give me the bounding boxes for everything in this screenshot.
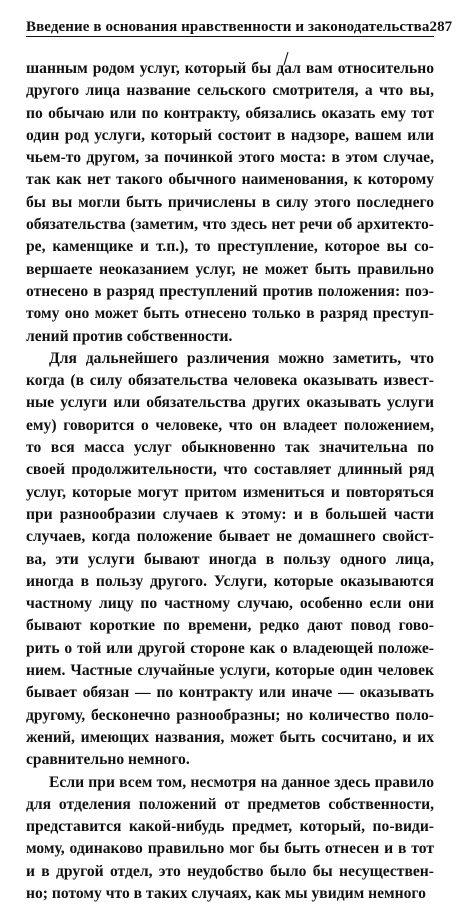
text-line: бывают короткие по времени, редко дают повод гово- — [26, 615, 434, 637]
running-title: Введение в основания нравственности и законодательства — [26, 19, 429, 36]
text-line: услуг, которые могут притом измениться и повторяться — [26, 482, 434, 504]
text-line: случаев, когда положение бывает не домашнего свойст- — [26, 526, 434, 548]
paragraph — [26, 348, 434, 772]
text-line: один род услуги, который состоит в надзоре, вашем или — [26, 125, 434, 147]
text-line: но; потому что в таких случаях, как мы увидим немного — [26, 883, 434, 905]
text-line: и в другой отдел, это неудобство было бы несуществен- — [26, 861, 434, 883]
running-header — [26, 14, 434, 37]
text-line: тому оно может быть отнесено только в разряд преступ- — [26, 303, 434, 325]
text-line: при разнообразии случаев к этому: и в большей части — [26, 504, 434, 526]
text-line: частному лицу по частному случаю, особенно если они — [26, 593, 434, 615]
text-line: вершаете неоказанием услуг, не может быть правильно — [26, 259, 434, 281]
text-line: для отделения положений от предметов собственности, — [26, 794, 434, 816]
text-line: ему) говорится о человеке, что он владеет положением, — [26, 415, 434, 437]
text-line: рить о той или другой стороне как о владеющей положе- — [26, 638, 434, 660]
text-line: мому, одинаково правильно мог бы быть отнесен и в тот — [26, 838, 434, 860]
text-line: отнесено в разряд преступлений против положения: поэ- — [26, 281, 434, 303]
text-line: когда (в силу обязательства человека оказывать извест- — [26, 370, 434, 392]
text-line: нием. Частные случайные услуги, которые один человек — [26, 660, 434, 682]
text-line: другого лица название сельского смотрителя, а что вы, — [26, 80, 434, 102]
paragraph — [26, 58, 434, 348]
text-line: ные услуги или обязательства других оказывать услуги — [26, 392, 434, 414]
text-line: жений, имеющих названия, может быть сосчитано, и их — [26, 727, 434, 749]
paragraph — [26, 772, 434, 905]
text-line: шанным родом услуг, который бы дал вам относительно — [26, 58, 434, 80]
text-line: чьем-то другом, за починкой этого моста: в этом случае, — [26, 147, 434, 169]
text-line: другому, бесконечно разнообразны; но количество поло- — [26, 705, 434, 727]
text-line: то вся масса услуг обыкновенно так значительна по — [26, 437, 434, 459]
text-line: Если при всем том, несмотря на данное здесь правило — [26, 772, 434, 794]
text-line: по обычаю или по контракту, обязались оказать ему тот — [26, 103, 434, 125]
text-line: представится какой-нибудь предмет, который, по-види- — [26, 816, 434, 838]
text-line: бы вы могли быть причислены в силу этого последнего — [26, 192, 434, 214]
text-line: Для дальнейшего различения можно заметить, что — [26, 348, 434, 370]
text-line: иногда в пользу другого. Услуги, которые оказываются — [26, 571, 434, 593]
text-line: бывает обязан — по контракту или иначе — оказывать — [26, 682, 434, 704]
body-text — [26, 58, 434, 905]
text-line: ре, каменщике и т.п.), то преступление, которое вы со- — [26, 236, 434, 258]
text-line: обязательства (заметим, что здесь нет речи об архитекто- — [26, 214, 434, 236]
text-line: лений против собственности. — [26, 326, 434, 348]
text-line: своей продолжительности, что составляет длинный ряд — [26, 459, 434, 481]
text-line: сравнительно немного. — [26, 749, 434, 771]
text-line: так как нет такого обычного наименования, к которому — [26, 169, 434, 191]
page-number: 287 — [429, 19, 452, 36]
text-line: ва, эти услуги бывают иногда в пользу одного лица, — [26, 549, 434, 571]
